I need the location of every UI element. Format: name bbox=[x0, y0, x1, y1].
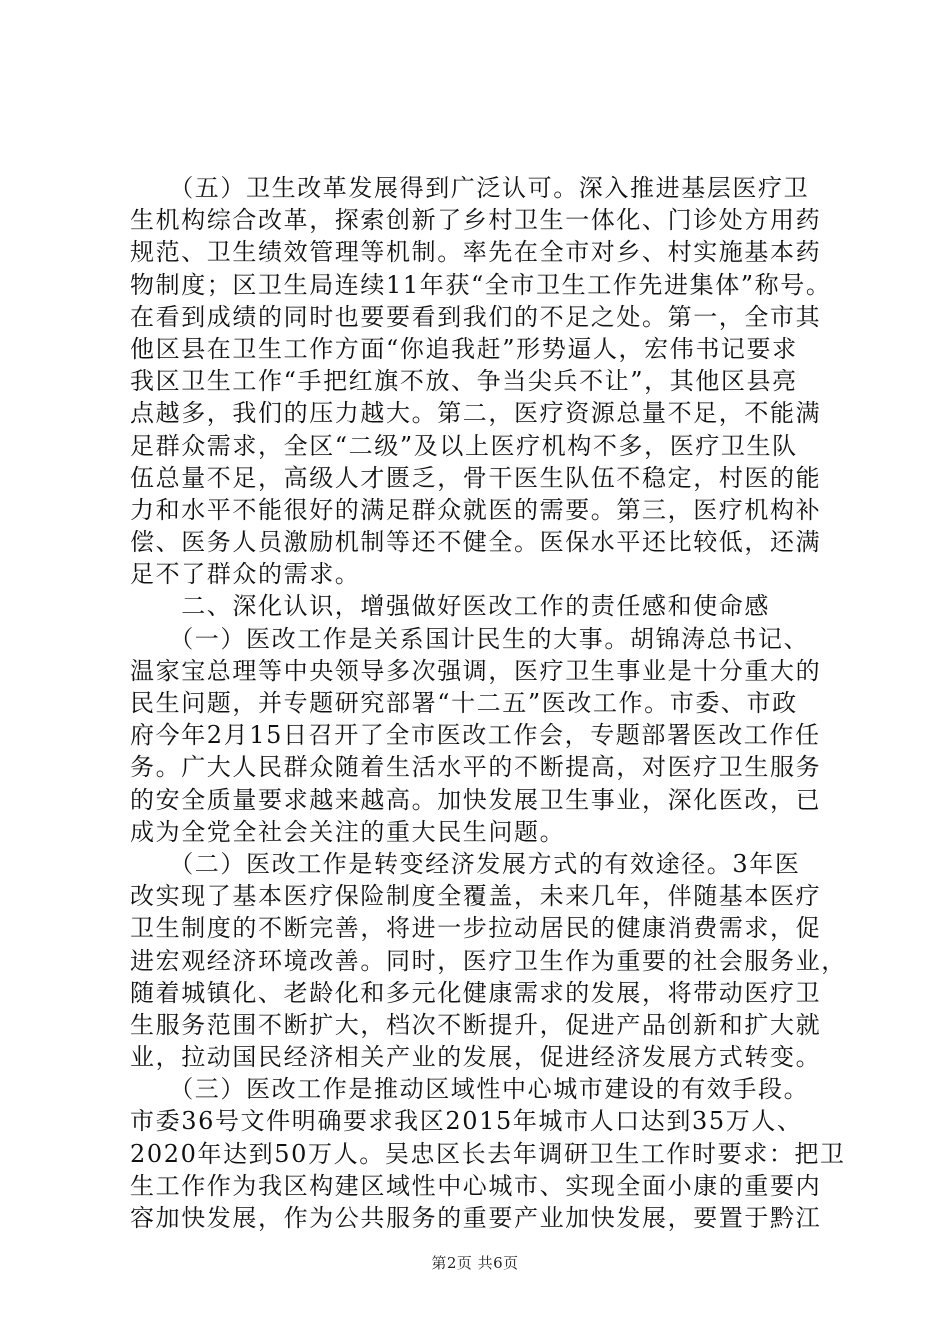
text-line: 生机构综合改革，探索创新了乡村卫生一体化、门诊处方用药 bbox=[130, 206, 822, 235]
text-line: （五）卫生改革发展得到广泛认可。深入推进基层医疗卫 bbox=[130, 174, 810, 202]
text-line: 市委36号文件明确要求我区2015年城市人口达到35万人、 bbox=[130, 1107, 803, 1136]
text-line: 他区县在卫生工作方面“你追我赶”形势逼人，宏伟书记要求 bbox=[130, 334, 798, 363]
text-line: 成为全党全社会关注的重大民生问题。 bbox=[130, 817, 566, 846]
text-line: 民生问题，并专题研究部署“十二五”医改工作。市委、市政 bbox=[130, 689, 798, 717]
text-line: 2020年达到50万人。吴忠区长去年调研卫生工作时要求：把卫 bbox=[130, 1139, 846, 1168]
text-line: 改实现了基本医疗保险制度全覆盖，未来几年，伴随基本医疗 bbox=[130, 882, 822, 911]
text-line: 卫生制度的不断完善，将进一步拉动居民的健康消费需求，促 bbox=[130, 914, 822, 943]
text-line: 物制度；区卫生局连续11年获“全市卫生工作先进集体”称号。 bbox=[130, 270, 832, 299]
text-line: 生工作作为我区构建区域性中心城市、实现全面小康的重要内 bbox=[130, 1171, 822, 1200]
text-line: 我区卫生工作“手把红旗不放、争当尖兵不让”，其他区县亮 bbox=[130, 367, 798, 396]
text-line: 足不了群众的需求。 bbox=[130, 560, 361, 589]
text-line: 伍总量不足，高级人才匮乏，骨干医生队伍不稳定，村医的能 bbox=[130, 463, 822, 492]
text-line: 的安全质量要求越来越高。加快发展卫生事业，深化医改，已 bbox=[130, 785, 822, 814]
text-line: 进宏观经济环境改善。同时，医疗卫生作为重要的社会服务业， bbox=[130, 946, 847, 975]
text-line: 偿、医务人员激励机制等还不健全。医保水平还比较低，还满 bbox=[130, 528, 822, 557]
section-heading: 二、深化认识，增强做好医改工作的责任感和使命感 bbox=[130, 592, 770, 621]
text-line: （二）医改工作是转变经济发展方式的有效途径。3年医 bbox=[130, 849, 801, 878]
page-number-footer: 第2页 共6页 bbox=[431, 1254, 519, 1272]
text-line: 务。广大人民群众随着生活水平的不断提高，对医疗卫生服务 bbox=[130, 753, 822, 782]
text-line: 随着城镇化、老龄化和多元化健康需求的发展，将带动医疗卫 bbox=[130, 978, 822, 1007]
document-body bbox=[130, 172, 847, 1234]
text-line: 生服务范围不断扩大，档次不断提升，促进产品创新和扩大就 bbox=[130, 1010, 822, 1039]
text-line: 府今年2月15日召开了全市医改工作会，专题部署医改工作任 bbox=[130, 721, 821, 750]
text-line: 容加快发展，作为公共服务的重要产业加快发展，要置于黔江 bbox=[130, 1204, 822, 1232]
text-line: 在看到成绩的同时也要要看到我们的不足之处。第一，全市其 bbox=[130, 302, 822, 331]
text-line: （一）医改工作是关系国计民生的大事。胡锦涛总书记、 bbox=[130, 624, 810, 653]
text-line: （三）医改工作是推动区域性中心城市建设的有效手段。 bbox=[130, 1075, 810, 1104]
text-line: 力和水平不能很好的满足群众就医的需要。第三，医疗机构补 bbox=[130, 495, 822, 524]
text-line: 规范、卫生绩效管理等机制。率先在全市对乡、村实施基本药 bbox=[130, 238, 822, 267]
text-line: 业，拉动国民经济相关产业的发展，促进经济发展方式转变。 bbox=[130, 1043, 822, 1072]
text-line: 点越多，我们的压力越大。第二，医疗资源总量不足，不能满 bbox=[130, 399, 822, 428]
text-line: 足群众需求，全区“二级”及以上医疗机构不多，医疗卫生队 bbox=[130, 431, 798, 460]
text-line: 温家宝总理等中央领导多次强调，医疗卫生事业是十分重大的 bbox=[130, 656, 822, 685]
